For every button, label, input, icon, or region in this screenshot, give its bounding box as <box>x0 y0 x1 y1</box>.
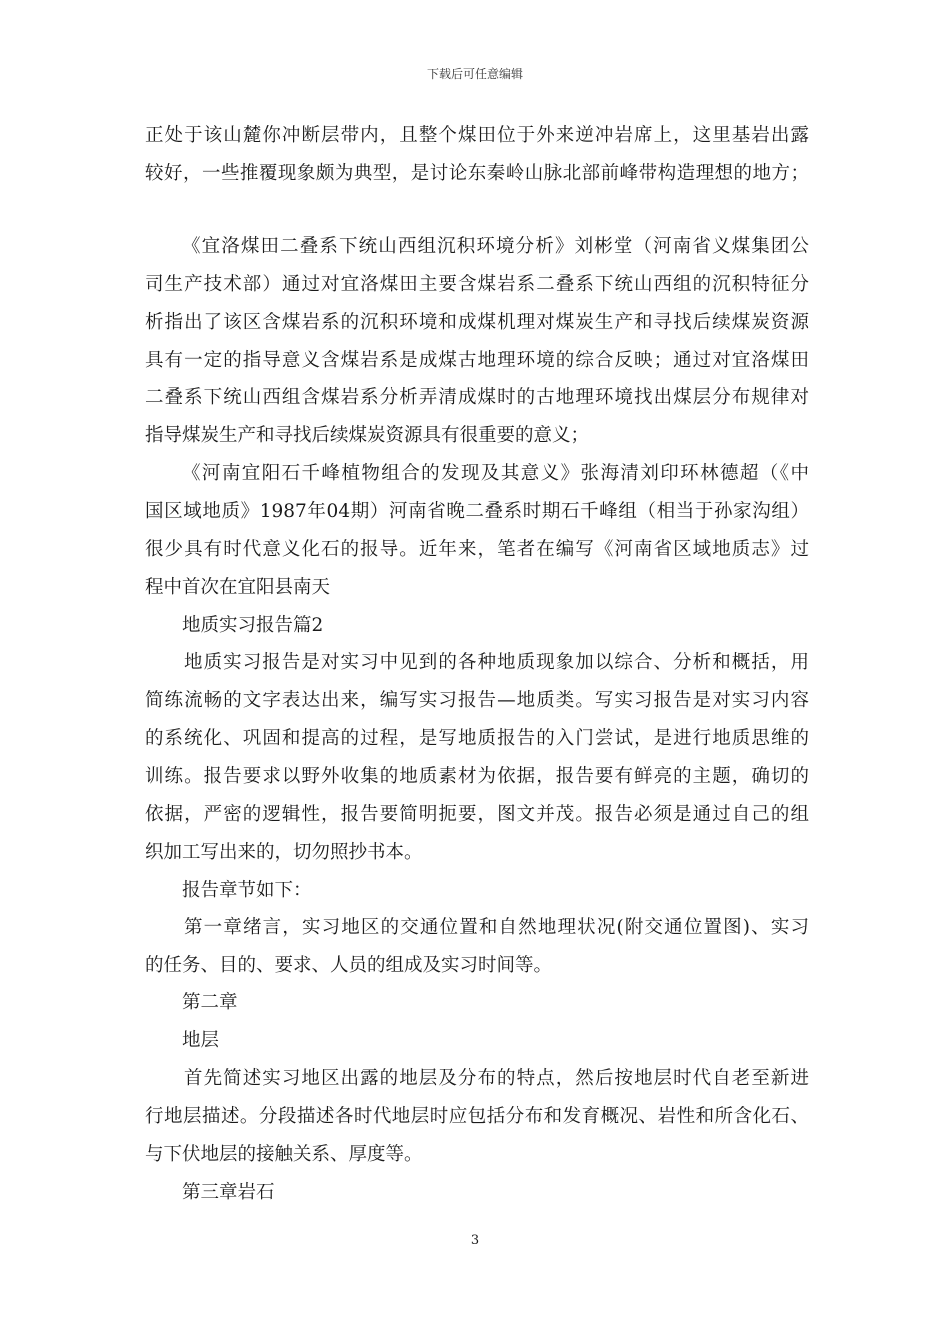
text-line: 地质实习报告是对实习中见到的各种地质现象加以综合、分析和概括，用 <box>184 652 809 673</box>
text-line: 《河南宜阳石千峰植物组合的发现及其意义》张海清刘印环林德超（《中 <box>182 463 809 484</box>
text-line: 很少具有时代意义化石的报导。近年来，笔者在编写《河南省区域地质志》过 <box>145 539 809 560</box>
chapter-heading: 第三章岩石 <box>182 1182 275 1203</box>
page-header-note: 下载后可任意编辑 <box>426 67 523 81</box>
text-line: 较好，一些推覆现象颇为典型，是讨论东秦岭山脉北部前峰带构造理想的地方； <box>145 163 809 184</box>
text-line: 正处于该山麓你冲断层带内，且整个煤田位于外来逆冲岩席上，这里基岩出露 <box>145 125 809 146</box>
page-number: 3 <box>470 1233 480 1248</box>
text-line: 二叠系下统山西组含煤岩系分析弄清成煤时的古地理环境找出煤层分布规律对 <box>145 387 809 408</box>
text-line: 训练。报告要求以野外收集的地质素材为依据，报告要有鲜亮的主题，确切的 <box>145 766 809 787</box>
chapter-subheading: 地层 <box>182 1030 220 1051</box>
text-line: 程中首次在宜阳县南天 <box>145 577 331 598</box>
text-line: 具有一定的指导意义含煤岩系是成煤古地理环境的综合反映；通过对宜洛煤田 <box>145 350 809 371</box>
text-line: 织加工写出来的，切勿照抄书本。 <box>145 842 423 863</box>
text-line: 首先简述实习地区出露的地层及分布的特点，然后按地层时代自老至新进 <box>184 1068 809 1089</box>
text-line: 《宜洛煤田二叠系下统山西组沉积环境分析》刘彬堂（河南省义煤集团公 <box>182 236 809 257</box>
text-line: 第一章绪言，实习地区的交通位置和自然地理状况(附交通位置图)、实习 <box>184 917 809 938</box>
text-line: 司生产技术部）通过对宜洛煤田主要含煤岩系二叠系下统山西组的沉积特征分 <box>145 274 809 295</box>
text-line: 报告章节如下： <box>182 880 312 901</box>
text-line: 的任务、目的、要求、人员的组成及实习时间等。 <box>145 955 553 976</box>
text-line: 行地层描述。分段描述各时代地层时应包括分布和发育概况、岩性和所含化石、 <box>145 1106 809 1127</box>
text-line: 简练流畅的文字表达出来，编写实习报告—地质类。写实习报告是对实习内容 <box>145 690 809 711</box>
text-line: 与下伏地层的接触关系、厚度等。 <box>145 1144 423 1165</box>
section-heading: 地质实习报告篇2 <box>182 615 324 636</box>
text-line: 依据，严密的逻辑性，报告要简明扼要，图文并茂。报告必须是通过自己的组 <box>145 804 809 825</box>
text-line: 析指出了该区含煤岩系的沉积环境和成煤机理对煤炭生产和寻找后续煤炭资源 <box>145 312 809 333</box>
text-line: 指导煤炭生产和寻找后续煤炭资源具有很重要的意义； <box>145 425 590 446</box>
chapter-heading: 第二章 <box>182 992 238 1013</box>
text-line: 的系统化、巩固和提高的过程，是写地质报告的入门尝试，是进行地质思维的 <box>145 728 809 749</box>
text-line: 国区域地质》1987年04期）河南省晚二叠系时期石千峰组（相当于孙家沟组） <box>145 501 809 522</box>
